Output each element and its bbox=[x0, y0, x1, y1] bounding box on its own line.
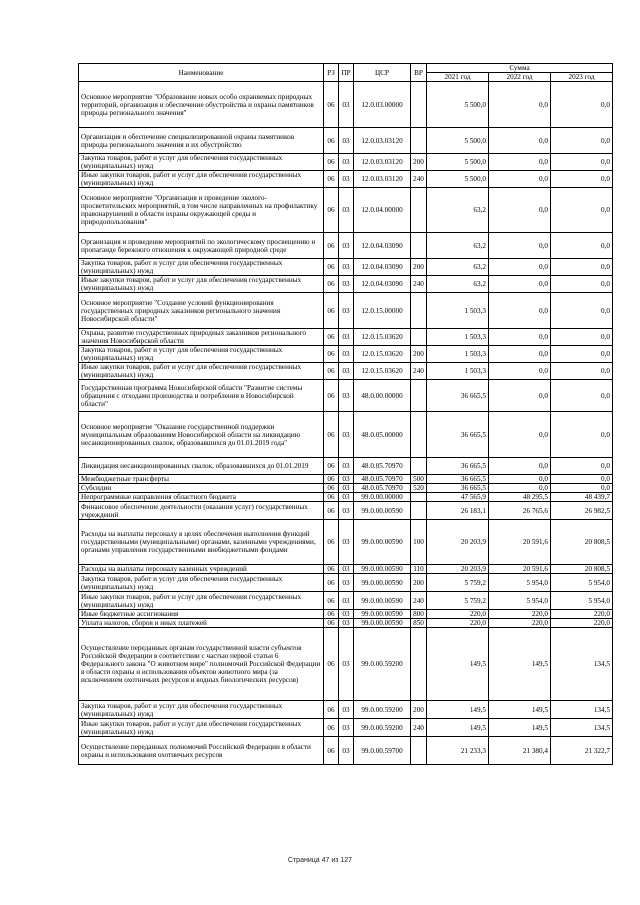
row-csr: 48.0.05.70970 bbox=[354, 475, 411, 484]
table-row bbox=[79, 565, 613, 574]
row-vr: 200 bbox=[411, 154, 427, 171]
row-rz: 06 bbox=[324, 502, 339, 520]
row-value-2021: 5 759,2 bbox=[427, 574, 489, 592]
row-vr: 240 bbox=[411, 171, 427, 188]
row-value-2021: 1 503,3 bbox=[427, 293, 489, 329]
row-vr bbox=[411, 293, 427, 329]
row-rz: 06 bbox=[324, 412, 339, 458]
row-value-2023: 0,0 bbox=[551, 346, 613, 363]
row-name: Уплата налогов, сборов и иных платежей bbox=[79, 619, 324, 628]
row-value-2023: 0,0 bbox=[551, 233, 613, 259]
row-vr bbox=[411, 128, 427, 154]
row-value-2022: 0,0 bbox=[489, 276, 551, 293]
row-csr: 12.0.04.03090 bbox=[354, 259, 411, 276]
row-value-2021: 21 233,3 bbox=[427, 737, 489, 765]
row-name: Закупка товаров, работ и услуг для обеспечения государственных (муниципальных) нужд bbox=[79, 346, 324, 363]
row-value-2021: 63,2 bbox=[427, 233, 489, 259]
row-value-2023: 220,0 bbox=[551, 619, 613, 628]
table-row bbox=[79, 82, 613, 128]
row-name: Основное мероприятие "Создание условий функционирования государственных природных заказников регионального значения Новосибирской области" bbox=[79, 293, 324, 329]
row-value-2023: 21 322,7 bbox=[551, 737, 613, 765]
row-csr: 48.0.05.70970 bbox=[354, 484, 411, 493]
table-row bbox=[79, 154, 613, 171]
row-value-2021: 1 503,3 bbox=[427, 363, 489, 380]
row-rz: 06 bbox=[324, 329, 339, 346]
row-vr: 200 bbox=[411, 259, 427, 276]
row-rz: 06 bbox=[324, 458, 339, 475]
row-value-2022: 0,0 bbox=[489, 293, 551, 329]
row-rz: 06 bbox=[324, 363, 339, 380]
row-rz: 06 bbox=[324, 610, 339, 619]
table-row bbox=[79, 502, 613, 520]
row-value-2023: 134,5 bbox=[551, 719, 613, 737]
row-value-2022: 149,5 bbox=[489, 701, 551, 719]
row-value-2023: 0,0 bbox=[551, 188, 613, 233]
row-vr bbox=[411, 233, 427, 259]
row-rz: 06 bbox=[324, 520, 339, 565]
row-vr bbox=[411, 82, 427, 128]
table-row bbox=[79, 128, 613, 154]
row-rz: 06 bbox=[324, 128, 339, 154]
row-rz: 06 bbox=[324, 188, 339, 233]
header-name: Наименование bbox=[79, 64, 324, 82]
row-rz: 06 bbox=[324, 171, 339, 188]
row-vr bbox=[411, 502, 427, 520]
row-vr bbox=[411, 737, 427, 765]
row-value-2022: 0,0 bbox=[489, 329, 551, 346]
row-value-2022: 0,0 bbox=[489, 346, 551, 363]
row-value-2022: 48 295,5 bbox=[489, 493, 551, 502]
row-value-2021: 63,2 bbox=[427, 276, 489, 293]
row-value-2022: 0,0 bbox=[489, 484, 551, 493]
row-rz: 06 bbox=[324, 592, 339, 610]
row-pr: 03 bbox=[339, 329, 354, 346]
row-value-2022: 220,0 bbox=[489, 619, 551, 628]
row-rz: 06 bbox=[324, 475, 339, 484]
row-name: Осуществление переданных полномочий Российской Федерации в области охраны и использования охотничьих ресурсов bbox=[79, 737, 324, 765]
row-value-2022: 20 591,6 bbox=[489, 565, 551, 574]
row-rz: 06 bbox=[324, 493, 339, 502]
row-value-2021: 47 565,9 bbox=[427, 493, 489, 502]
row-value-2021: 5 500,0 bbox=[427, 171, 489, 188]
row-rz: 06 bbox=[324, 484, 339, 493]
row-value-2023: 134,5 bbox=[551, 628, 613, 701]
row-vr: 110 bbox=[411, 565, 427, 574]
row-csr: 99.0.00.00590 bbox=[354, 520, 411, 565]
row-pr: 03 bbox=[339, 380, 354, 412]
row-name: Расходы на выплаты персоналу казенных учреждений bbox=[79, 565, 324, 574]
row-value-2023: 48 439,7 bbox=[551, 493, 613, 502]
row-value-2022: 5 954,0 bbox=[489, 574, 551, 592]
row-value-2022: 0,0 bbox=[489, 458, 551, 475]
row-csr: 12.0.04.03090 bbox=[354, 276, 411, 293]
row-csr: 12.0.03.03120 bbox=[354, 171, 411, 188]
row-name: Закупка товаров, работ и услуг для обеспечения государственных (муниципальных) нужд bbox=[79, 701, 324, 719]
table-row bbox=[79, 171, 613, 188]
row-value-2021: 5 500,0 bbox=[427, 154, 489, 171]
row-value-2021: 36 665,5 bbox=[427, 380, 489, 412]
row-value-2022: 0,0 bbox=[489, 380, 551, 412]
table-row bbox=[79, 276, 613, 293]
row-vr bbox=[411, 628, 427, 701]
row-value-2021: 63,2 bbox=[427, 259, 489, 276]
row-csr: 99.0.00.00590 bbox=[354, 565, 411, 574]
row-rz: 06 bbox=[324, 293, 339, 329]
row-value-2023: 20 808,5 bbox=[551, 565, 613, 574]
row-name: Организация и обеспечение специализированной охраны памятников природы регионального значения и их обустройство bbox=[79, 128, 324, 154]
header-pr: ПР bbox=[339, 64, 354, 82]
header-csr: ЦСР bbox=[354, 64, 411, 82]
table-row bbox=[79, 737, 613, 765]
row-vr: 500 bbox=[411, 475, 427, 484]
row-value-2022: 0,0 bbox=[489, 363, 551, 380]
row-pr: 03 bbox=[339, 565, 354, 574]
row-rz: 06 bbox=[324, 628, 339, 701]
table-row bbox=[79, 610, 613, 619]
row-csr: 12.0.04.03090 bbox=[354, 233, 411, 259]
row-vr bbox=[411, 493, 427, 502]
row-csr: 99.0.00.59200 bbox=[354, 719, 411, 737]
row-name: Основное мероприятие "Образование новых особо охраняемых природных территорий, организация и обеспечение обустройства и охраны памятников природы регионального значения" bbox=[79, 82, 324, 128]
row-value-2023: 0,0 bbox=[551, 293, 613, 329]
row-pr: 03 bbox=[339, 502, 354, 520]
row-pr: 03 bbox=[339, 363, 354, 380]
row-csr: 12.0.15.03620 bbox=[354, 363, 411, 380]
row-csr: 12.0.03.03120 bbox=[354, 128, 411, 154]
table-row bbox=[79, 574, 613, 592]
row-pr: 03 bbox=[339, 82, 354, 128]
row-pr: 03 bbox=[339, 737, 354, 765]
row-value-2021: 36 665,5 bbox=[427, 484, 489, 493]
row-value-2022: 5 954,0 bbox=[489, 592, 551, 610]
row-name: Осуществление переданных органам государственной власти субъектов Российской Федерации в соответствии с частью первой статьи 6 Федерального закона "О животном мире" полномочий Российской Федерации в области охраны и использования объектов животного мира (за исключением охотничьих ресурсов и водных биологических ресурсов) bbox=[79, 628, 324, 701]
row-value-2022: 20 591,6 bbox=[489, 520, 551, 565]
table-row bbox=[79, 233, 613, 259]
row-rz: 06 bbox=[324, 737, 339, 765]
table-row bbox=[79, 475, 613, 484]
row-value-2022: 149,5 bbox=[489, 628, 551, 701]
row-value-2022: 220,0 bbox=[489, 610, 551, 619]
row-pr: 03 bbox=[339, 574, 354, 592]
row-csr: 12.0.03.03120 bbox=[354, 154, 411, 171]
row-value-2022: 26 765,6 bbox=[489, 502, 551, 520]
row-csr: 99.0.00.00590 bbox=[354, 574, 411, 592]
row-value-2023: 0,0 bbox=[551, 154, 613, 171]
row-name: Иные закупки товаров, работ и услуг для обеспечения государственных (муниципальных) нужд bbox=[79, 719, 324, 737]
row-pr: 03 bbox=[339, 619, 354, 628]
row-name: Иные закупки товаров, работ и услуг для обеспечения государственных (муниципальных) нужд bbox=[79, 171, 324, 188]
row-rz: 06 bbox=[324, 574, 339, 592]
row-pr: 03 bbox=[339, 493, 354, 502]
row-name: Охрана, развитие государственных природных заказников регионального значения Новосибирской области bbox=[79, 329, 324, 346]
row-vr bbox=[411, 329, 427, 346]
row-value-2023: 0,0 bbox=[551, 276, 613, 293]
row-vr: 240 bbox=[411, 592, 427, 610]
row-value-2021: 63,2 bbox=[427, 188, 489, 233]
row-csr: 99.0.00.59700 bbox=[354, 737, 411, 765]
row-value-2023: 0,0 bbox=[551, 128, 613, 154]
page-number: Страница 47 из 127 bbox=[287, 857, 353, 864]
row-value-2021: 26 183,1 bbox=[427, 502, 489, 520]
row-value-2021: 20 203,9 bbox=[427, 520, 489, 565]
row-value-2022: 0,0 bbox=[489, 154, 551, 171]
table-row bbox=[79, 363, 613, 380]
table-row bbox=[79, 380, 613, 412]
row-vr: 240 bbox=[411, 363, 427, 380]
header-vr: ВР bbox=[411, 64, 427, 82]
row-pr: 03 bbox=[339, 259, 354, 276]
row-name: Организация и проведение мероприятий по экологическому просвещению и пропаганде бережного отношения к окружающей природной среде bbox=[79, 233, 324, 259]
table-row bbox=[79, 188, 613, 233]
budget-table-body bbox=[79, 82, 613, 765]
table-row bbox=[79, 493, 613, 502]
row-name: Непрограммные направления областного бюджета bbox=[79, 493, 324, 502]
table-row bbox=[79, 458, 613, 475]
row-vr: 800 bbox=[411, 610, 427, 619]
row-value-2023: 0,0 bbox=[551, 259, 613, 276]
row-pr: 03 bbox=[339, 610, 354, 619]
row-vr: 240 bbox=[411, 276, 427, 293]
row-rz: 06 bbox=[324, 619, 339, 628]
row-name: Иные закупки товаров, работ и услуг для обеспечения государственных (муниципальных) нужд bbox=[79, 363, 324, 380]
row-vr: 200 bbox=[411, 346, 427, 363]
row-name: Основное мероприятие "Организация и проведение эколого-просветительских мероприятий, в том числе направленных на профилактику правонарушений в области охраны окружающей среды и природопользования" bbox=[79, 188, 324, 233]
row-value-2021: 36 665,5 bbox=[427, 412, 489, 458]
budget-table bbox=[78, 63, 613, 765]
row-pr: 03 bbox=[339, 154, 354, 171]
row-value-2021: 5 500,0 bbox=[427, 128, 489, 154]
row-pr: 03 bbox=[339, 520, 354, 565]
row-rz: 06 bbox=[324, 719, 339, 737]
row-csr: 12.0.15.00000 bbox=[354, 293, 411, 329]
row-name: Финансовое обеспечение деятельности (оказания услуг) государственных учреждений bbox=[79, 502, 324, 520]
row-vr: 850 bbox=[411, 619, 427, 628]
row-value-2023: 134,5 bbox=[551, 701, 613, 719]
row-value-2021: 36 665,5 bbox=[427, 458, 489, 475]
row-value-2023: 26 982,5 bbox=[551, 502, 613, 520]
row-name: Иные бюджетные ассигнования bbox=[79, 610, 324, 619]
row-value-2021: 220,0 bbox=[427, 610, 489, 619]
row-name: Иные закупки товаров, работ и услуг для обеспечения государственных (муниципальных) нужд bbox=[79, 592, 324, 610]
row-name: Межбюджетные трансферты bbox=[79, 475, 324, 484]
row-value-2023: 0,0 bbox=[551, 329, 613, 346]
row-value-2022: 0,0 bbox=[489, 412, 551, 458]
row-value-2021: 149,5 bbox=[427, 701, 489, 719]
row-csr: 99.0.00.00000 bbox=[354, 493, 411, 502]
row-pr: 03 bbox=[339, 188, 354, 233]
table-row bbox=[79, 412, 613, 458]
row-vr bbox=[411, 412, 427, 458]
row-value-2021: 5 759,2 bbox=[427, 592, 489, 610]
row-value-2021: 149,5 bbox=[427, 628, 489, 701]
row-value-2021: 36 665,5 bbox=[427, 475, 489, 484]
row-value-2021: 20 203,9 bbox=[427, 565, 489, 574]
row-pr: 03 bbox=[339, 128, 354, 154]
row-pr: 03 bbox=[339, 276, 354, 293]
header-year-2022: 2022 год bbox=[489, 73, 551, 82]
row-csr: 12.0.15.03620 bbox=[354, 346, 411, 363]
row-csr: 48.0.05.00000 bbox=[354, 412, 411, 458]
row-csr: 99.0.00.59200 bbox=[354, 701, 411, 719]
row-vr bbox=[411, 380, 427, 412]
row-csr: 99.0.00.00590 bbox=[354, 619, 411, 628]
row-pr: 03 bbox=[339, 293, 354, 329]
table-row bbox=[79, 484, 613, 493]
row-value-2022: 149,5 bbox=[489, 719, 551, 737]
row-csr: 48.0.05.70970 bbox=[354, 458, 411, 475]
row-value-2023: 220,0 bbox=[551, 610, 613, 619]
header-year-2021: 2021 год bbox=[427, 73, 489, 82]
row-csr: 99.0.00.59200 bbox=[354, 628, 411, 701]
row-value-2022: 0,0 bbox=[489, 188, 551, 233]
header-year-2023: 2023 год bbox=[551, 73, 613, 82]
row-pr: 03 bbox=[339, 701, 354, 719]
row-csr: 12.0.03.00000 bbox=[354, 82, 411, 128]
row-pr: 03 bbox=[339, 475, 354, 484]
row-value-2023: 0,0 bbox=[551, 475, 613, 484]
row-csr: 99.0.00.00590 bbox=[354, 610, 411, 619]
table-row bbox=[79, 592, 613, 610]
row-vr bbox=[411, 188, 427, 233]
row-vr: 240 bbox=[411, 719, 427, 737]
table-row bbox=[79, 619, 613, 628]
row-csr: 12.0.04.00000 bbox=[354, 188, 411, 233]
row-value-2022: 0,0 bbox=[489, 233, 551, 259]
row-name: Иные закупки товаров, работ и услуг для обеспечения государственных (муниципальных) нужд bbox=[79, 276, 324, 293]
row-name: Закупка товаров, работ и услуг для обеспечения государственных (муниципальных) нужд bbox=[79, 574, 324, 592]
row-value-2023: 0,0 bbox=[551, 458, 613, 475]
row-vr: 100 bbox=[411, 520, 427, 565]
row-csr: 12.0.15.03620 bbox=[354, 329, 411, 346]
row-value-2023: 0,0 bbox=[551, 380, 613, 412]
row-pr: 03 bbox=[339, 233, 354, 259]
row-value-2022: 0,0 bbox=[489, 171, 551, 188]
table-row bbox=[79, 719, 613, 737]
row-name: Ликвидация несанкционированных свалок, образовавшихся до 01.01.2019 bbox=[79, 458, 324, 475]
row-value-2023: 5 954,0 bbox=[551, 592, 613, 610]
row-rz: 06 bbox=[324, 276, 339, 293]
row-name: Государственная программа Новосибирской области "Развитие системы обращения с отходами производства и потребления в Новосибирской области" bbox=[79, 380, 324, 412]
row-csr: 99.0.00.00590 bbox=[354, 502, 411, 520]
header-rz: РЗ bbox=[324, 64, 339, 82]
row-pr: 03 bbox=[339, 719, 354, 737]
row-value-2021: 5 500,0 bbox=[427, 82, 489, 128]
table-row bbox=[79, 701, 613, 719]
row-pr: 03 bbox=[339, 484, 354, 493]
table-row bbox=[79, 628, 613, 701]
row-value-2021: 1 503,3 bbox=[427, 329, 489, 346]
table-row bbox=[79, 293, 613, 329]
row-value-2022: 0,0 bbox=[489, 82, 551, 128]
row-pr: 03 bbox=[339, 346, 354, 363]
row-rz: 06 bbox=[324, 233, 339, 259]
row-name: Основное мероприятие "Оказание государственной поддержки муниципальным образованиям Новосибирской области на ликвидацию несанкционированных свалок, образовавшихся до 01.01.2019 года" bbox=[79, 412, 324, 458]
row-name: Субсидии bbox=[79, 484, 324, 493]
row-value-2023: 5 954,0 bbox=[551, 574, 613, 592]
row-name: Расходы на выплаты персоналу в целях обеспечения выполнения функций государственными (муниципальными) органами, казенными учреждениями, органами управления государственными внебюджетными фондами bbox=[79, 520, 324, 565]
row-value-2021: 220,0 bbox=[427, 619, 489, 628]
row-pr: 03 bbox=[339, 412, 354, 458]
row-rz: 06 bbox=[324, 82, 339, 128]
row-value-2023: 0,0 bbox=[551, 484, 613, 493]
row-value-2023: 20 808,5 bbox=[551, 520, 613, 565]
table-row bbox=[79, 329, 613, 346]
row-rz: 06 bbox=[324, 565, 339, 574]
row-value-2022: 21 380,4 bbox=[489, 737, 551, 765]
row-value-2021: 1 503,3 bbox=[427, 346, 489, 363]
row-rz: 06 bbox=[324, 701, 339, 719]
row-rz: 06 bbox=[324, 346, 339, 363]
row-value-2023: 0,0 bbox=[551, 363, 613, 380]
row-vr bbox=[411, 458, 427, 475]
row-value-2023: 0,0 bbox=[551, 412, 613, 458]
table-row bbox=[79, 346, 613, 363]
row-name: Закупка товаров, работ и услуг для обеспечения государственных (муниципальных) нужд bbox=[79, 259, 324, 276]
row-pr: 03 bbox=[339, 171, 354, 188]
row-pr: 03 bbox=[339, 628, 354, 701]
row-rz: 06 bbox=[324, 259, 339, 276]
row-value-2022: 0,0 bbox=[489, 475, 551, 484]
row-pr: 03 bbox=[339, 458, 354, 475]
table-row bbox=[79, 520, 613, 565]
table-row bbox=[79, 259, 613, 276]
row-value-2023: 0,0 bbox=[551, 82, 613, 128]
row-rz: 06 bbox=[324, 154, 339, 171]
row-value-2022: 0,0 bbox=[489, 128, 551, 154]
row-value-2022: 0,0 bbox=[489, 259, 551, 276]
row-value-2023: 0,0 bbox=[551, 171, 613, 188]
row-pr: 03 bbox=[339, 592, 354, 610]
row-csr: 99.0.00.00590 bbox=[354, 592, 411, 610]
row-name: Закупка товаров, работ и услуг для обеспечения государственных (муниципальных) нужд bbox=[79, 154, 324, 171]
row-vr: 200 bbox=[411, 574, 427, 592]
header-sum: Сумма bbox=[427, 64, 613, 73]
row-vr: 520 bbox=[411, 484, 427, 493]
row-rz: 06 bbox=[324, 380, 339, 412]
row-vr: 200 bbox=[411, 701, 427, 719]
row-csr: 48.0.00.00000 bbox=[354, 380, 411, 412]
row-value-2021: 149,5 bbox=[427, 719, 489, 737]
